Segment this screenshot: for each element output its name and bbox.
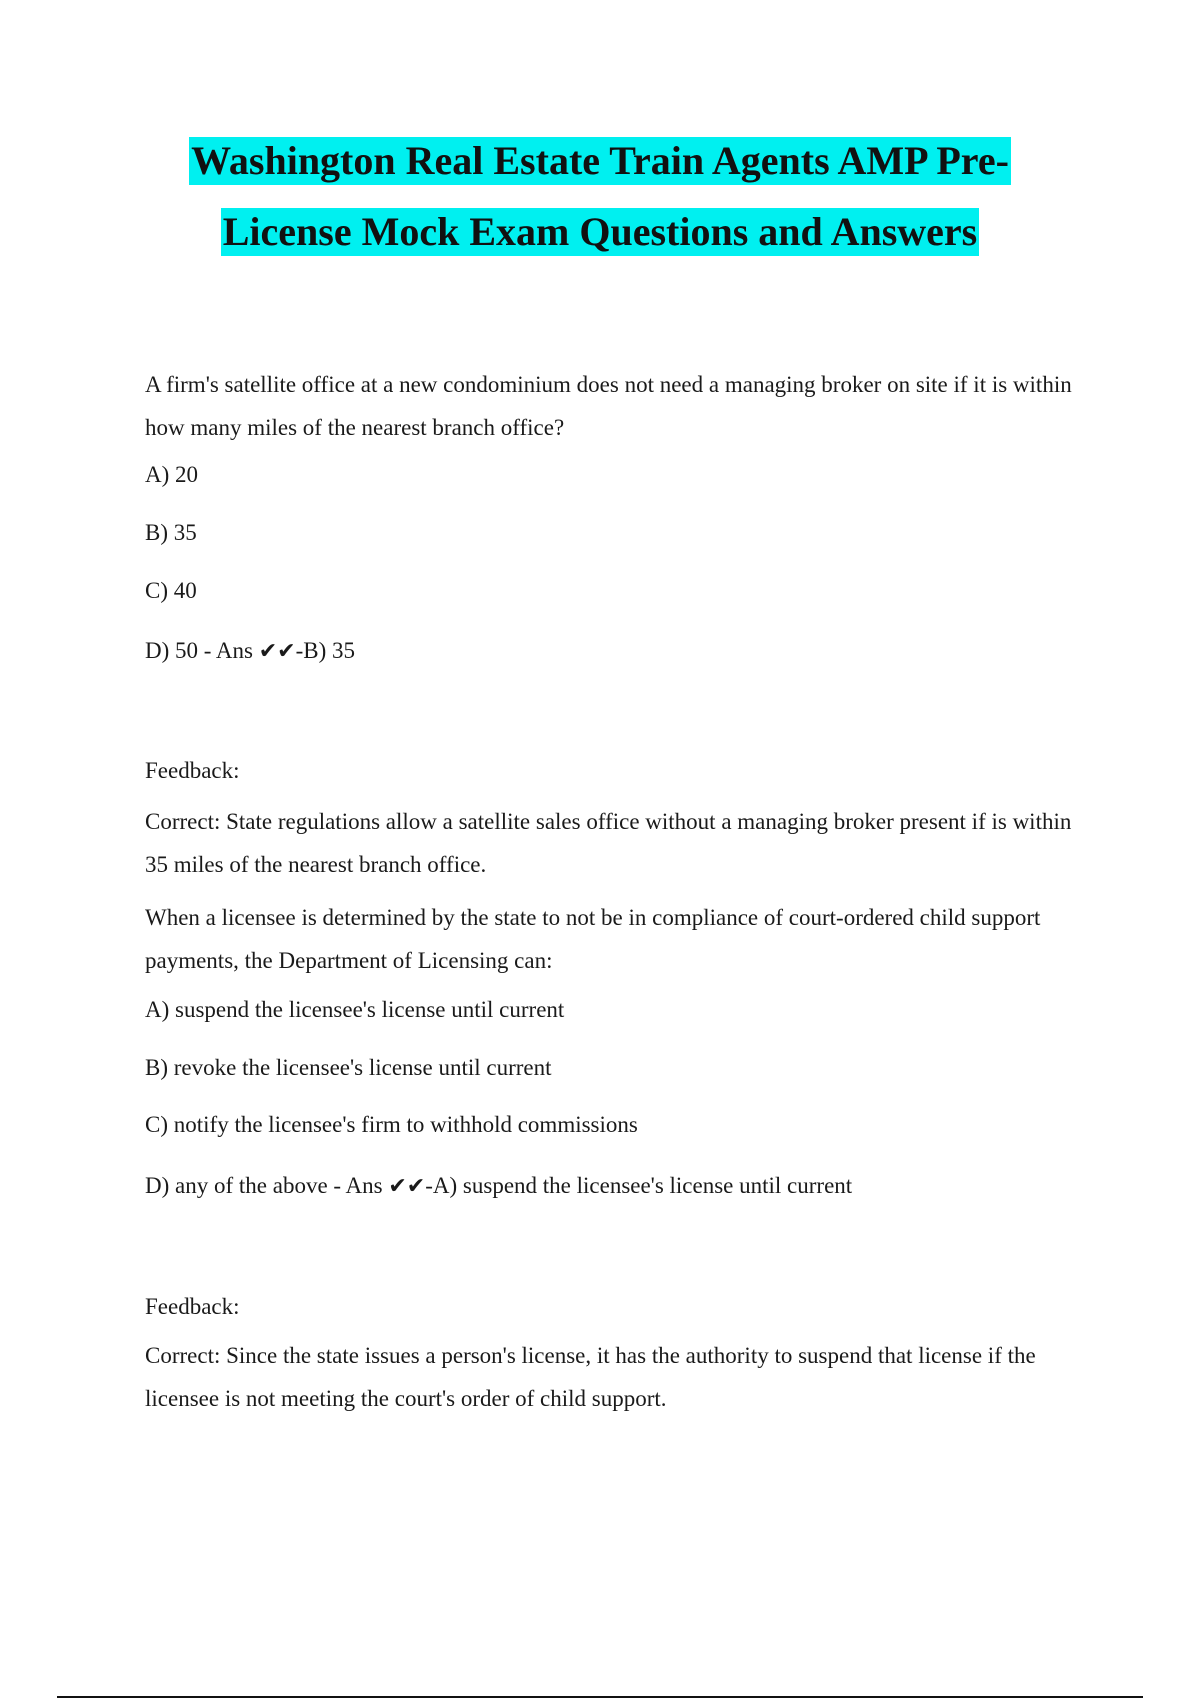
- question-1-option-d: D) 50 - Ans: [145, 638, 259, 663]
- question-1-feedback: Correct: State regulations allow a satellite sales office without a managing broker present if is within 35 miles of the nearest branch office.: [145, 809, 1072, 877]
- question-2-option-b: B) revoke the licensee's license until current: [145, 1055, 552, 1080]
- question-2-option-d-answer: [145, 1173, 1095, 1200]
- question-1-option-a: A) 20: [145, 462, 199, 487]
- question-2-option-c: C) notify the licensee's firm to withhold commissions: [145, 1112, 638, 1137]
- question-2-text: When a licensee is determined by the state to not be in compliance of court-ordered child support payments, the Department of Licensing can:: [145, 905, 1041, 973]
- question-1-feedback-label: Feedback:: [145, 758, 240, 783]
- question-2-option-d: D) any of the above - Ans: [145, 1173, 389, 1198]
- double-check-icon: ✔✔: [258, 639, 296, 664]
- document-title: [0, 137, 1200, 256]
- question-2-option-a: A) suspend the licensee's license until current: [145, 997, 565, 1022]
- question-1-text: A firm's satellite office at a new condominium does not need a managing broker on site if it is within how many miles of the nearest branch office?: [145, 372, 1072, 440]
- page-bottom-rule: [57, 1696, 1143, 1698]
- question-2-feedback: Correct: Since the state issues a person's license, it has the authority to suspend that license if the licensee is not meeting the court's order of child support.: [145, 1343, 1036, 1411]
- question-list: [145, 363, 1095, 1420]
- question-1-option-b: B) 35: [145, 520, 197, 545]
- question-1-option-c: C) 40: [145, 578, 197, 603]
- question-2-answer: -A) suspend the licensee's license until current: [425, 1173, 853, 1198]
- question-1-answer: -B) 35: [295, 638, 356, 663]
- question-2-feedback-label: Feedback:: [145, 1294, 240, 1319]
- double-check-icon: ✔✔: [388, 1174, 426, 1199]
- title-line-1: Washington Real Estate Train Agents AMP Pre-: [191, 138, 1009, 183]
- question-1-option-d-answer: [145, 638, 1095, 665]
- title-line-2: License Mock Exam Questions and Answers: [222, 209, 978, 254]
